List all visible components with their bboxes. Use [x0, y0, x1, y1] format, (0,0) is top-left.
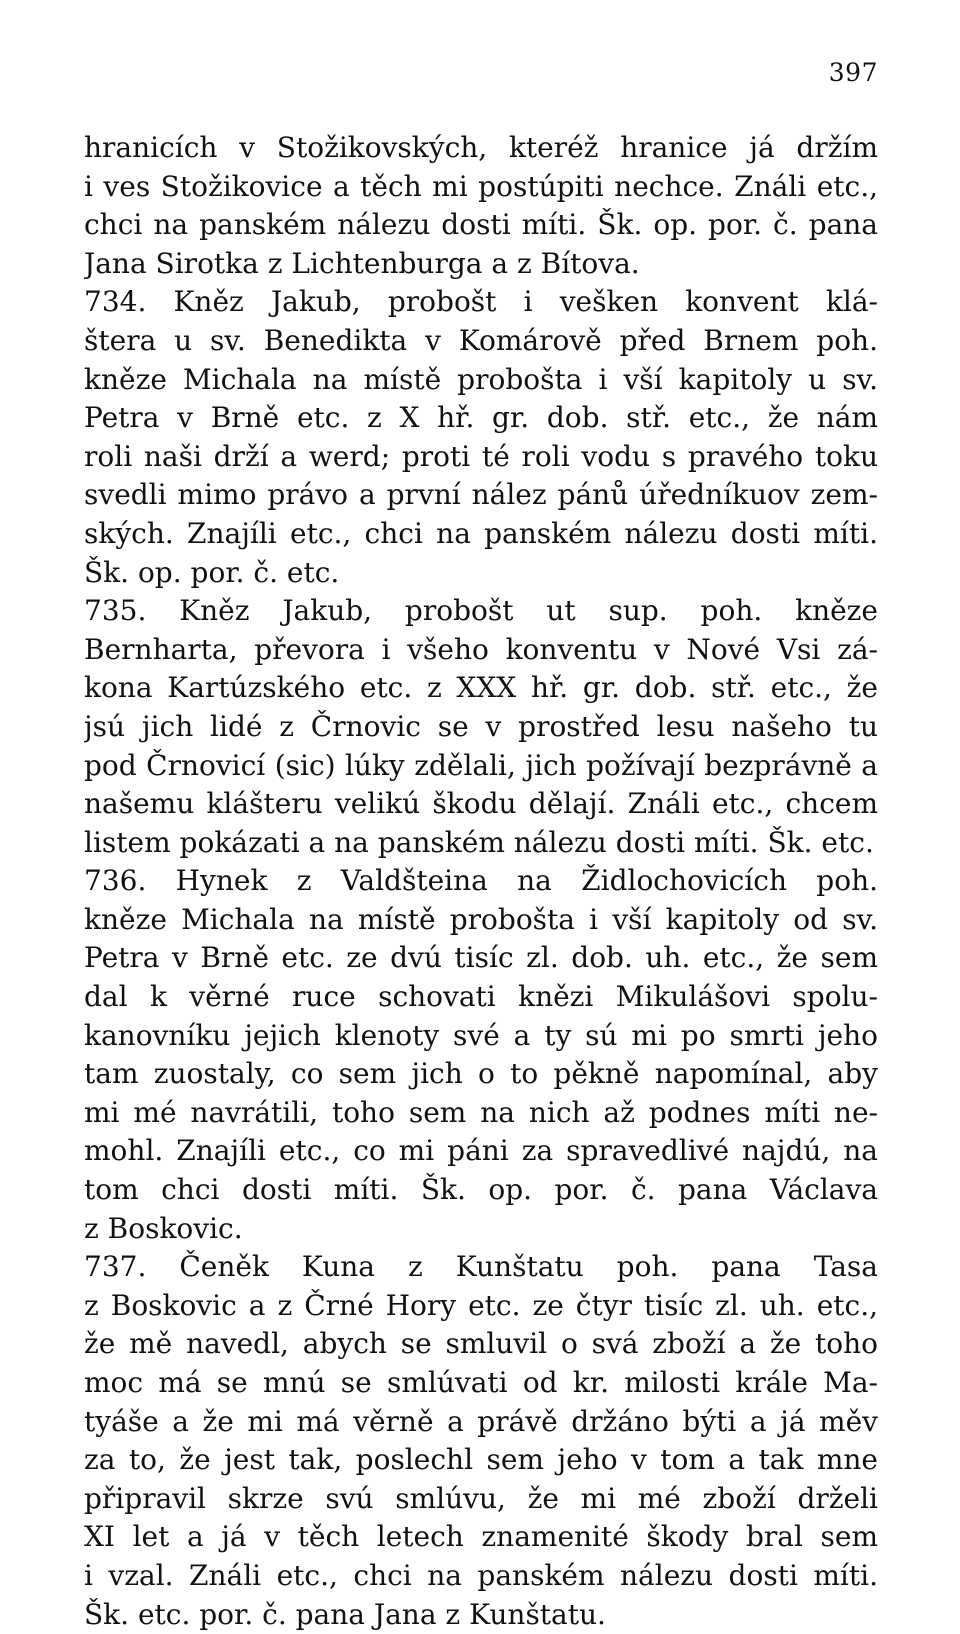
text-line: tam zuostaly, co sem jich o to pěkně napomínal, aby	[84, 1057, 878, 1091]
text-line: že mě navedl, abych se smluvil o svá zboží a že toho	[84, 1327, 878, 1361]
text-line: Jana Sirotka z Lichtenburga a z Bítova.	[84, 246, 640, 280]
text-line: chci na panském nálezu dosti míti. Šk. op. por. č. pana	[84, 208, 878, 242]
text-line: Petra v Brně etc. z X hř. gr. dob. stř. etc., že nám	[84, 401, 878, 435]
text-line: kona Kartúzského etc. z XXX hř. gr. dob. stř. etc., že	[84, 671, 878, 705]
text-line: tom chci dosti míti. Šk. op. por. č. pana Václava	[84, 1173, 878, 1207]
text-line: svedli mimo právo a první nález pánů úředníkuov zem-	[84, 478, 878, 512]
page-number: 397	[828, 58, 878, 87]
text-line: ských. Znajíli etc., chci na panském nálezu dosti míti.	[84, 516, 878, 550]
text-line: Petra v Brně etc. ze dvú tisíc zl. dob. uh. etc., že sem	[84, 941, 878, 975]
text-line: hranicích v Stožikovských, kteréž hranice já držím	[84, 131, 878, 164]
text-line: Šk. etc. por. č. pana Jana z Kunštatu.	[84, 1597, 606, 1631]
text-line: kanovníku jejich klenoty své a ty sú mi po smrti jeho	[84, 1018, 878, 1052]
text-line: mohl. Znajíli etc., co mi páni za spravedlivé najdú, na	[84, 1134, 878, 1168]
text-line: moc má se mnú se smlúvati od kr. milosti krále Ma-	[84, 1366, 878, 1399]
text-line: jsú jich lidé z Črnovic se v prostřed lesu našeho tu	[84, 709, 878, 743]
text-line: dal k věrné ruce schovati knězi Mikulášovi spolu-	[84, 980, 878, 1014]
text-line: listem pokázati a na panském nálezu dosti míti. Šk. etc.	[84, 825, 874, 859]
text-line: 734. Kněz Jakub, probošt i vešken konvent klá-	[84, 285, 878, 319]
body-text	[84, 129, 878, 1634]
text-line: i vzal. Ználi etc., chci na panském nálezu dosti míti.	[84, 1558, 878, 1592]
text-line: XI let a já v těch letech znamenité škody bral sem	[84, 1520, 878, 1554]
text-line: z Boskovic.	[84, 1211, 243, 1245]
text-line: Šk. op. por. č. etc.	[84, 555, 340, 589]
text-line: i ves Stožikovice a těch mi postúpiti nechce. Ználi etc.,	[84, 169, 878, 203]
text-line: roli naši drží a werd; proti té roli vodu s pravého toku	[84, 439, 878, 473]
text-line: 737. Čeněk Kuna z Kunštatu poh. pana Tasa	[84, 1250, 878, 1284]
text-line: 735. Kněz Jakub, probošt ut sup. poh. kněze	[84, 594, 878, 628]
text-line: štera u sv. Benedikta v Komárově před Brnem poh.	[84, 323, 878, 357]
text-line: Bernharta, převora i všeho konventu v Nové Vsi zá-	[84, 632, 878, 666]
text-line: našemu klášteru velikú škodu dělají. Ználi etc., chcem	[84, 787, 878, 821]
text-line: 736. Hynek z Valdšteina na Židlochovicích poh.	[84, 864, 878, 898]
text-line: kněze Michala na místě probošta i vší kapitoly u sv.	[84, 362, 878, 396]
text-line: tyáše a že mi má věrně a právě držáno býti a já měv	[84, 1404, 878, 1438]
text-line: pod Črnovicí (sic) lúky zdělali, jich požívají bezprávně a	[84, 748, 878, 782]
text-line: za to, že jest tak, poslechl sem jeho v tom a tak mne	[84, 1443, 878, 1477]
text-line: kněze Michala na místě probošta i vší kapitoly od sv.	[84, 902, 878, 936]
text-line: mi mé navrátili, toho sem na nich až podnes míti ne-	[84, 1095, 878, 1129]
text-line: z Boskovic a z Črné Hory etc. ze čtyr tisíc zl. uh. etc.,	[84, 1288, 878, 1322]
text-line: připravil skrze svú smlúvu, že mi mé zboží drželi	[84, 1481, 878, 1515]
